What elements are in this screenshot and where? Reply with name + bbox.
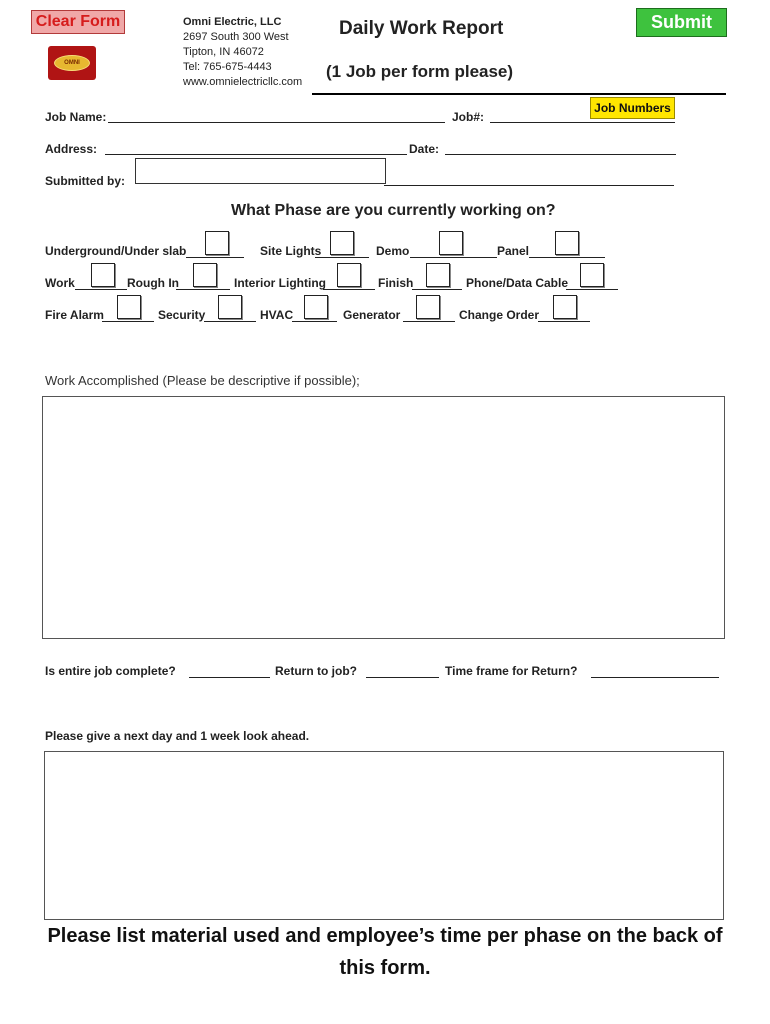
- checkbox-generator[interactable]: [416, 295, 440, 319]
- phase-heading: What Phase are you currently working on?: [231, 202, 556, 219]
- phase-label-site-lights: Site Lights: [260, 244, 322, 258]
- look-ahead-textarea[interactable]: [44, 751, 724, 920]
- footer-line-1: Please list material used and employee’s time per phase on the back of: [47, 925, 723, 947]
- phase-label-demo: Demo: [376, 244, 410, 258]
- return-to-job-label: Return to job?: [275, 664, 357, 678]
- address-label: Address:: [45, 142, 98, 156]
- date-field[interactable]: [445, 140, 676, 155]
- entire-job-complete-label: Is entire job complete?: [45, 664, 176, 678]
- work-accomplished-label: Work Accomplished (Please be descriptive if possible);: [45, 373, 360, 388]
- job-number-field[interactable]: [490, 108, 675, 123]
- header-divider: [312, 93, 726, 95]
- entire-job-complete-field[interactable]: [189, 663, 270, 678]
- time-frame-field[interactable]: [591, 663, 719, 678]
- checkbox-rough-in[interactable]: [193, 263, 217, 287]
- address-field[interactable]: [105, 140, 407, 155]
- work-accomplished-textarea[interactable]: [42, 396, 725, 639]
- phase-label-work: Work: [45, 276, 75, 290]
- checkbox-panel[interactable]: [555, 231, 579, 255]
- footer-line-2: this form.: [339, 957, 431, 979]
- time-frame-label: Time frame for Return?: [445, 664, 578, 678]
- submitted-by-underline: [384, 171, 674, 186]
- date-label: Date:: [409, 142, 440, 156]
- job-number-label: Job#:: [452, 110, 485, 124]
- checkbox-fire-alarm[interactable]: [117, 295, 141, 319]
- phase-label-change-order: Change Order: [459, 308, 540, 322]
- submitted-by-field[interactable]: [135, 158, 386, 184]
- phase-label-generator: Generator: [343, 308, 401, 322]
- phase-label-security: Security: [158, 308, 206, 322]
- phase-label-interior-lighting: Interior Lighting: [234, 276, 326, 290]
- company-logo: [48, 46, 96, 80]
- checkbox-change-order[interactable]: [553, 295, 577, 319]
- checkbox-security[interactable]: [218, 295, 242, 319]
- checkbox-hvac[interactable]: [304, 295, 328, 319]
- page-title: Daily Work Report: [339, 18, 504, 39]
- checkbox-finish[interactable]: [426, 263, 450, 287]
- job-numbers-button[interactable]: Job Numbers: [590, 97, 675, 119]
- phase-label-underground: Underground/Under slab: [45, 244, 187, 258]
- phase-label-panel: Panel: [497, 244, 530, 258]
- checkbox-demo[interactable]: [439, 231, 463, 255]
- footer-note: [30, 920, 740, 984]
- phase-label-finish: Finish: [378, 276, 414, 290]
- page-subtitle: (1 Job per form please): [326, 62, 514, 81]
- job-name-label: Job Name:: [45, 110, 107, 124]
- checkbox-interior-lighting[interactable]: [337, 263, 361, 287]
- company-website: www.omnielectricllc.com: [183, 76, 303, 88]
- company-name: Omni Electric, LLC: [183, 16, 282, 28]
- checkbox-work[interactable]: [91, 263, 115, 287]
- checkbox-site-lights[interactable]: [330, 231, 354, 255]
- logo-emblem-icon: OMNI: [54, 55, 90, 71]
- job-name-field[interactable]: [108, 108, 445, 123]
- phase-label-fire-alarm: Fire Alarm: [45, 308, 104, 322]
- phase-label-hvac: HVAC: [260, 308, 294, 322]
- company-address-line2: Tipton, IN 46072: [183, 46, 264, 58]
- phase-label-rough-in: Rough In: [127, 276, 179, 290]
- return-to-job-field[interactable]: [366, 663, 439, 678]
- submitted-by-label: Submitted by:: [45, 174, 125, 188]
- look-ahead-label: Please give a next day and 1 week look ahead.: [45, 729, 310, 743]
- company-info: [183, 15, 302, 90]
- company-address-line1: 2697 South 300 West: [183, 31, 289, 43]
- checkbox-phone-data-cable[interactable]: [580, 263, 604, 287]
- company-phone: Tel: 765-675-4443: [183, 61, 272, 73]
- submit-button[interactable]: Submit: [636, 8, 727, 37]
- phase-label-phone-data-cable: Phone/Data Cable: [466, 276, 569, 290]
- clear-form-button[interactable]: Clear Form: [31, 10, 125, 34]
- checkbox-underground[interactable]: [205, 231, 229, 255]
